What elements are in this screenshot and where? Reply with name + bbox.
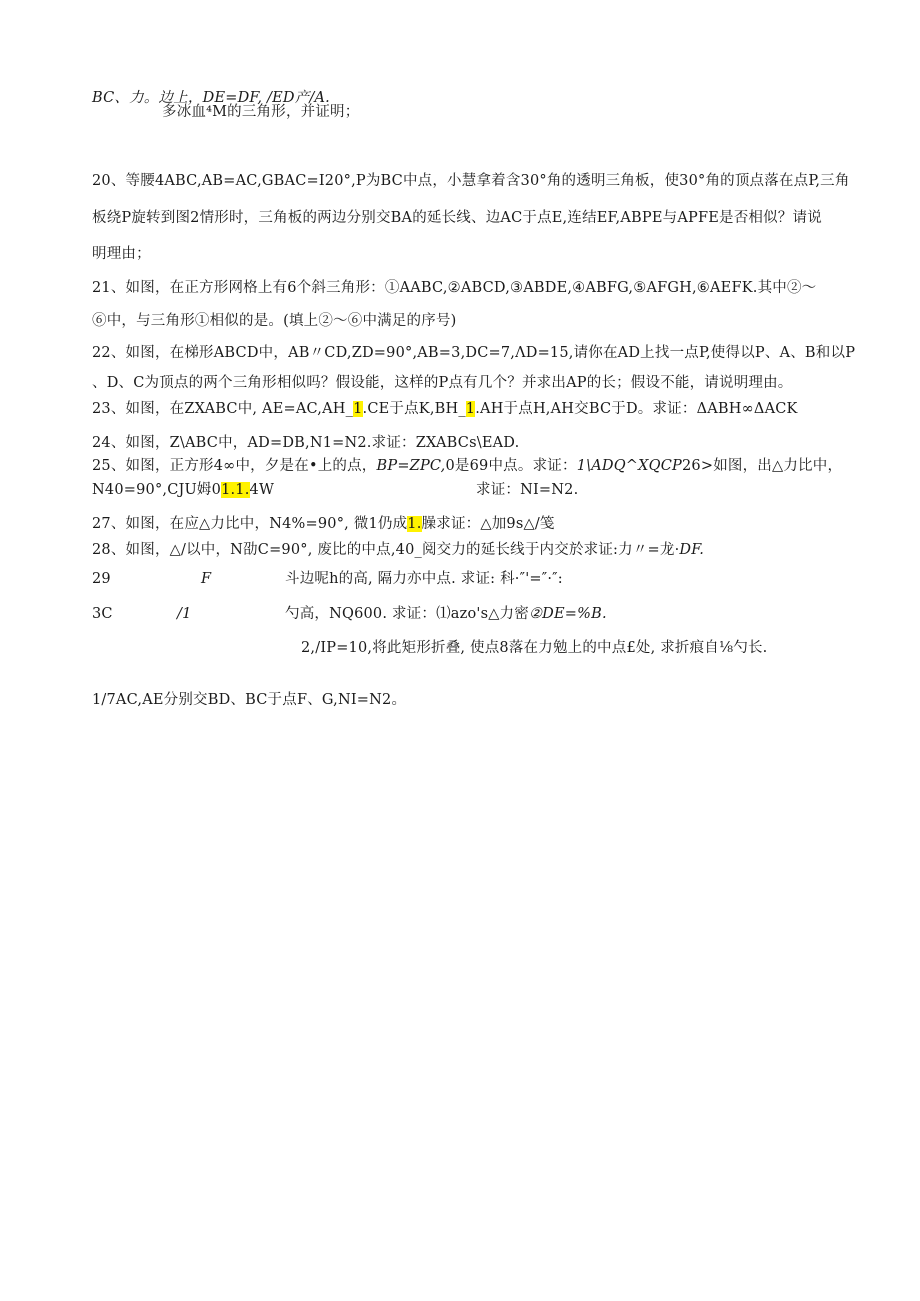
question-30-label bbox=[177, 604, 192, 624]
text-fragment: 28、如图，△/以中，N劭C=90°, 废比的中点,40_阅交力的延长线于内交於求证:力〃=龙· bbox=[92, 542, 680, 558]
question-21-line-1 bbox=[92, 278, 816, 298]
text-fragment: 板绕P旋转到图2情形时，三角板的两边分别交BA的延长线、边AC于点E,连结EF,ABPE与APFE是否相似？请说 bbox=[92, 210, 822, 226]
text-fragment: 多冰血⁴M的三角形，并证明； bbox=[162, 104, 360, 120]
text-fragment: N40=90°,CJU姆0 bbox=[92, 482, 222, 498]
highlighted-text: 1 bbox=[353, 401, 363, 417]
question-27 bbox=[92, 514, 555, 534]
question-20-line-2 bbox=[92, 208, 822, 228]
text-fragment: 1\ADQ^XQCP bbox=[576, 458, 682, 474]
question-24 bbox=[92, 433, 519, 453]
text-fragment: 22、如图，在梯形ABCD中，AB〃CD,ZD=90°,AB=3,DC=7,ΛD=15,请你在AD上找一点P,使得以P、A、B和以P bbox=[92, 345, 856, 361]
text-fragment: 20、等腰4ABC,AB=AC,GBAC=I20°,P为BC中点，小慧拿着含30°角的透明三角板，使30°角的顶点落在点P,三角 bbox=[92, 173, 850, 189]
question-22-line-2 bbox=[92, 373, 793, 393]
text-fragment: 勺高，NQ600. 求证：⑴azo's△力密 bbox=[285, 606, 529, 622]
text-fragment: 2,/IP=10,将此矩形折叠, 使点8落在力勉上的中点£处, 求折痕自⅛勺长. bbox=[301, 640, 768, 656]
question-30-text bbox=[285, 604, 607, 624]
text-fragment: 1/7AC,AE分别交BD、BC于点F、G,NI=N2。 bbox=[92, 692, 407, 708]
text-fragment: ⑥中，与三角形①相似的是。(填上②～⑥中满足的序号) bbox=[92, 313, 457, 329]
text-fragment: BC、力。边上，DE=DF, /ED产/A. bbox=[92, 90, 330, 106]
text-fragment: 求证：NI=N2. bbox=[476, 482, 579, 498]
text-fragment: 25、如图，正方形4∞中，夕是在•上的点， bbox=[92, 458, 377, 474]
question-28 bbox=[92, 540, 704, 560]
text-fragment: 3C bbox=[92, 606, 113, 622]
text-fragment: 26>如图，出△力比中， bbox=[682, 458, 843, 474]
highlighted-text: 1. bbox=[407, 516, 422, 532]
highlighted-text: 1.1. bbox=[221, 482, 250, 498]
text-fragment: F bbox=[201, 571, 212, 587]
question-23 bbox=[92, 399, 798, 419]
question-21-line-2 bbox=[92, 311, 457, 331]
question-32-text bbox=[92, 690, 406, 710]
question-20-line-3 bbox=[92, 244, 151, 264]
text-fragment: 0是69中点。求证： bbox=[445, 458, 577, 474]
question-30-number bbox=[92, 604, 113, 624]
text-fragment: 臊求证：△加9s△/笺 bbox=[421, 516, 555, 532]
question-20-line-1 bbox=[92, 171, 850, 191]
text-fragment: BP=ZPC, bbox=[376, 458, 446, 474]
text-line-intro-2 bbox=[162, 102, 359, 122]
question-22-line-1 bbox=[92, 343, 855, 363]
text-fragment: 29 bbox=[92, 571, 111, 587]
text-fragment: 斗边呢h的高, 隔力亦中点. 求证: 科·″'=″·″: bbox=[285, 571, 563, 587]
question-25 bbox=[92, 456, 842, 476]
text-fragment: 23、如图，在ZXABC中, AE=AC,AH_ bbox=[92, 401, 354, 417]
text-fragment: 明理由； bbox=[92, 246, 151, 262]
question-31-text bbox=[301, 638, 767, 658]
highlighted-text: 1 bbox=[465, 401, 476, 417]
text-fragment: .AH于点H,AH交BC于D。求证：ΔABH∞ΔACK bbox=[475, 401, 798, 417]
text-fragment: 、D、C为顶点的两个三角形相似吗？假设能，这样的P点有几个？并求出AP的长；假设不能，请说明理由。 bbox=[92, 375, 793, 391]
text-fragment: DF. bbox=[679, 542, 705, 558]
question-29-text bbox=[285, 569, 563, 589]
question-26 bbox=[92, 480, 274, 500]
question-29-label bbox=[201, 569, 211, 589]
text-fragment: 4W bbox=[249, 482, 275, 498]
text-fragment: .CE于点K,BH_ bbox=[362, 401, 466, 417]
text-fragment: /1 bbox=[177, 606, 192, 622]
text-fragment: 21、如图，在正方形网格上有6个斜三角形：①AABC,②ABCD,③ABDE,④ABFG,⑤AFGH,⑥AEFK.其中②～ bbox=[92, 280, 817, 296]
text-fragment: 27、如图，在应△力比中，N4%=90°, 微1仍成 bbox=[92, 516, 408, 532]
text-fragment: ②DE=%B. bbox=[528, 606, 607, 622]
question-29-number bbox=[92, 569, 111, 589]
text-fragment: 24、如图，Z\ABC中，AD=DB,N1=N2.求证：ZXABCs\EAD. bbox=[92, 435, 520, 451]
question-26-proof bbox=[476, 480, 578, 500]
